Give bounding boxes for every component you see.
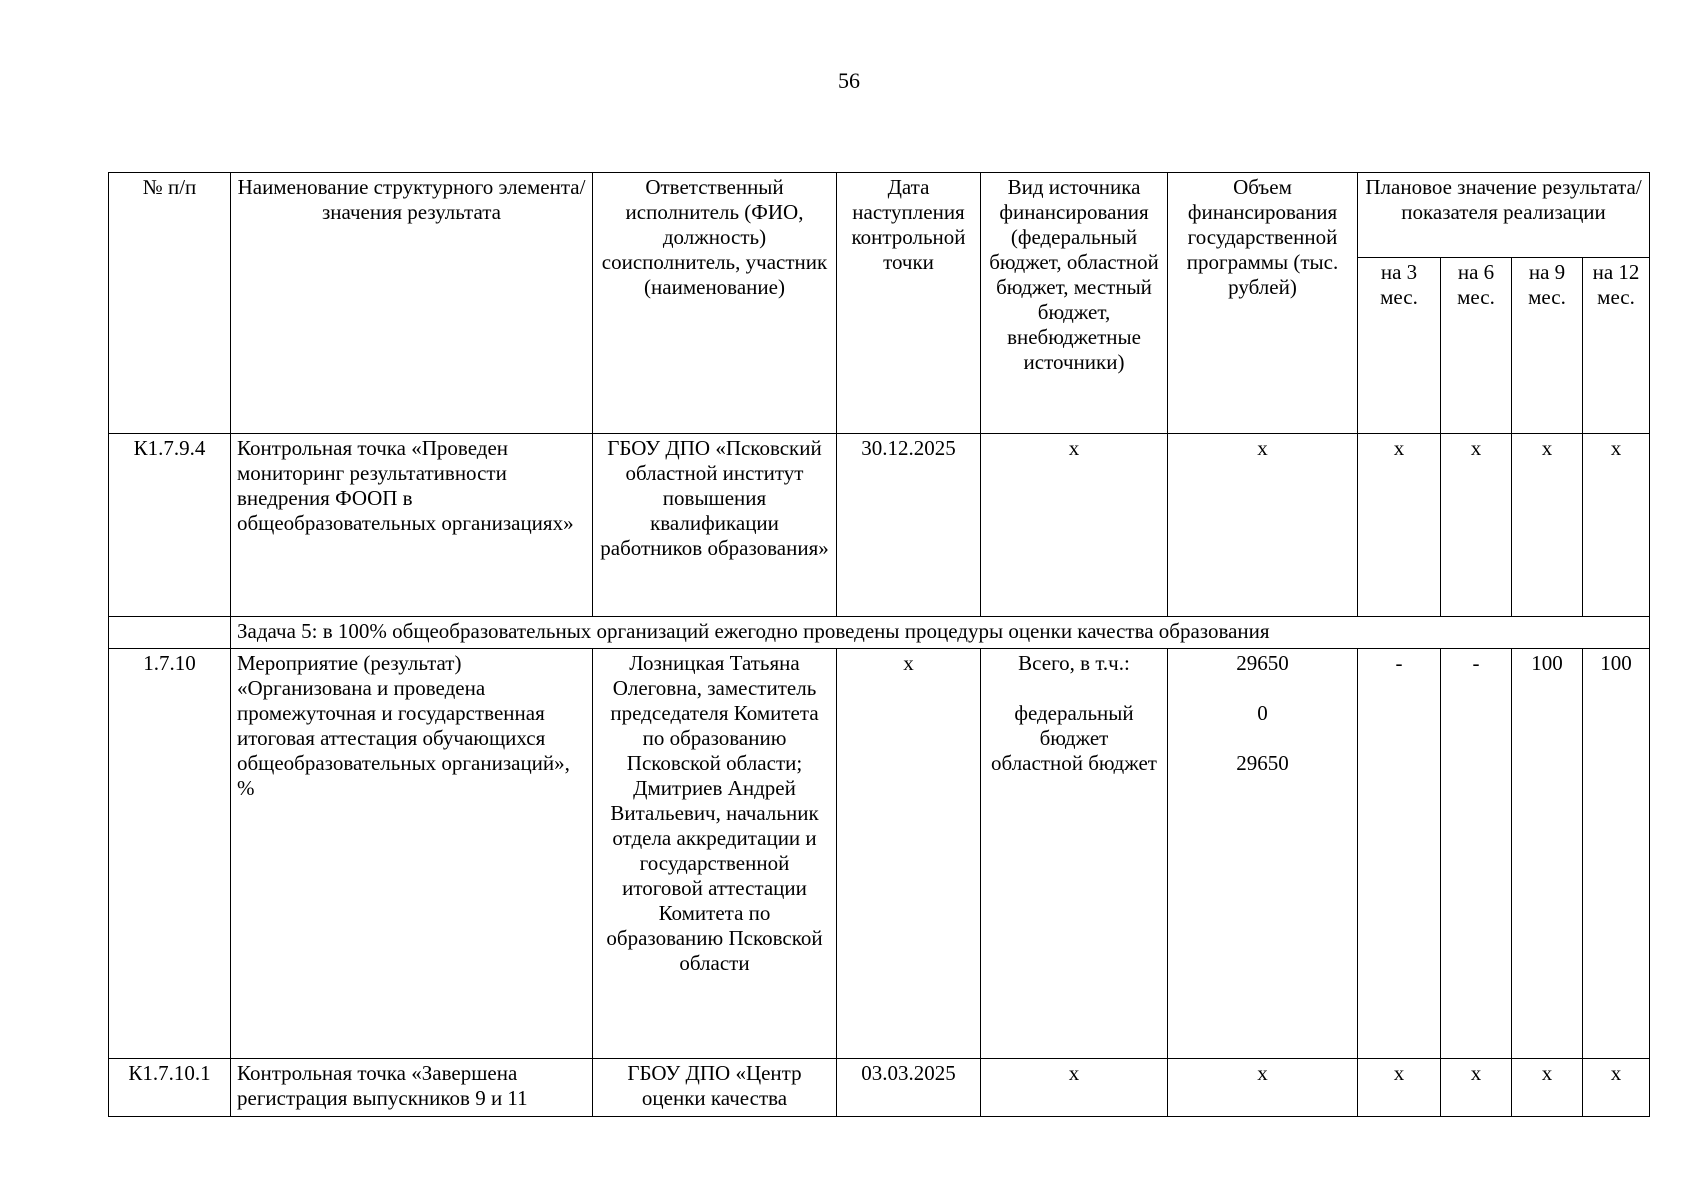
header-responsible: Ответственный исполнитель (ФИО, должность) соисполнитель, участник (наименование) — [593, 173, 837, 434]
row-source: х — [981, 434, 1168, 617]
header-m6: на 6 мес. — [1441, 258, 1512, 434]
row-responsible: Лозницкая Татьяна Олеговна, заместитель председателя Комитета по образованию Псковской области; Дмитриев Андрей Витальевич, начальник отдела аккредитации и государственной итоговой аттестации Комитета по образованию Псковской области — [593, 649, 837, 1059]
header-plan: Плановое значение результата/показателя реализации — [1358, 173, 1650, 258]
volume-total: 29650 — [1236, 651, 1289, 675]
row-source — [981, 649, 1168, 1059]
row-date: 30.12.2025 — [837, 434, 981, 617]
row-m12: 100 — [1583, 649, 1650, 1059]
header-m9: на 9 мес. — [1512, 258, 1583, 434]
row-m9: 100 — [1512, 649, 1583, 1059]
row-m3: х — [1358, 434, 1441, 617]
task-text: Задача 5: в 100% общеобразовательных организаций ежегодно проведены процедуры оценки качества образования — [231, 617, 1650, 649]
row-source: х — [981, 1059, 1168, 1117]
table-row — [109, 1059, 1650, 1117]
header-num: № п/п — [109, 173, 231, 434]
source-total: Всего, в т.ч.: — [1018, 651, 1130, 675]
volume-federal: 0 — [1257, 701, 1268, 725]
page-number: 56 — [838, 68, 860, 93]
row-date: 03.03.2025 — [837, 1059, 981, 1117]
header-volume: Объем финансирования государственной программы (тыс. рублей) — [1168, 173, 1358, 434]
row-name: Контрольная точка «Завершена регистрация выпускников 9 и 11 — [231, 1059, 593, 1117]
header-source: Вид источника финансирования (федеральный бюджет, областной бюджет, местный бюджет, внебюджетные источники) — [981, 173, 1168, 434]
row-m9: х — [1512, 434, 1583, 617]
source-federal: федеральный бюджет — [1014, 701, 1134, 750]
row-volume: х — [1168, 1059, 1358, 1117]
header-m12: на 12 мес. — [1583, 258, 1650, 434]
row-m6: - — [1441, 649, 1512, 1059]
task-num-cell — [109, 617, 231, 649]
spacer — [1174, 676, 1351, 701]
header-row — [109, 173, 1650, 258]
row-num: 1.7.10 — [109, 649, 231, 1059]
row-volume: х — [1168, 434, 1358, 617]
row-responsible: ГБОУ ДПО «Псковский областной институт повышения квалификации работников образования» — [593, 434, 837, 617]
row-m3: х — [1358, 1059, 1441, 1117]
header-date: Дата наступления контрольной точки — [837, 173, 981, 434]
row-num: К1.7.9.4 — [109, 434, 231, 617]
row-num: К1.7.10.1 — [109, 1059, 231, 1117]
header-name: Наименование структурного элемента/ значения результата — [231, 173, 593, 434]
row-name: Мероприятие (результат) «Организована и проведена промежуточная и государственная итоговая аттестация обучающихся общеобразовательных организаций», % — [231, 649, 593, 1059]
row-m12: х — [1583, 1059, 1650, 1117]
table-row — [109, 649, 1650, 1059]
row-m6: х — [1441, 434, 1512, 617]
spacer — [987, 676, 1161, 701]
header-m3: на 3 мес. — [1358, 258, 1441, 434]
source-regional: областной бюджет — [991, 751, 1157, 775]
row-m12: х — [1583, 434, 1650, 617]
row-name: Контрольная точка «Проведен мониторинг результативности внедрения ФООП в общеобразовательных организациях» — [231, 434, 593, 617]
table-row — [109, 434, 1650, 617]
program-table — [108, 172, 1650, 1117]
row-responsible: ГБОУ ДПО «Центр оценки качества — [593, 1059, 837, 1117]
row-date: х — [837, 649, 981, 1059]
row-m6: х — [1441, 1059, 1512, 1117]
row-m9: х — [1512, 1059, 1583, 1117]
row-m3: - — [1358, 649, 1441, 1059]
task-row — [109, 617, 1650, 649]
volume-regional: 29650 — [1236, 751, 1289, 775]
row-volume — [1168, 649, 1358, 1059]
spacer — [1174, 726, 1351, 751]
